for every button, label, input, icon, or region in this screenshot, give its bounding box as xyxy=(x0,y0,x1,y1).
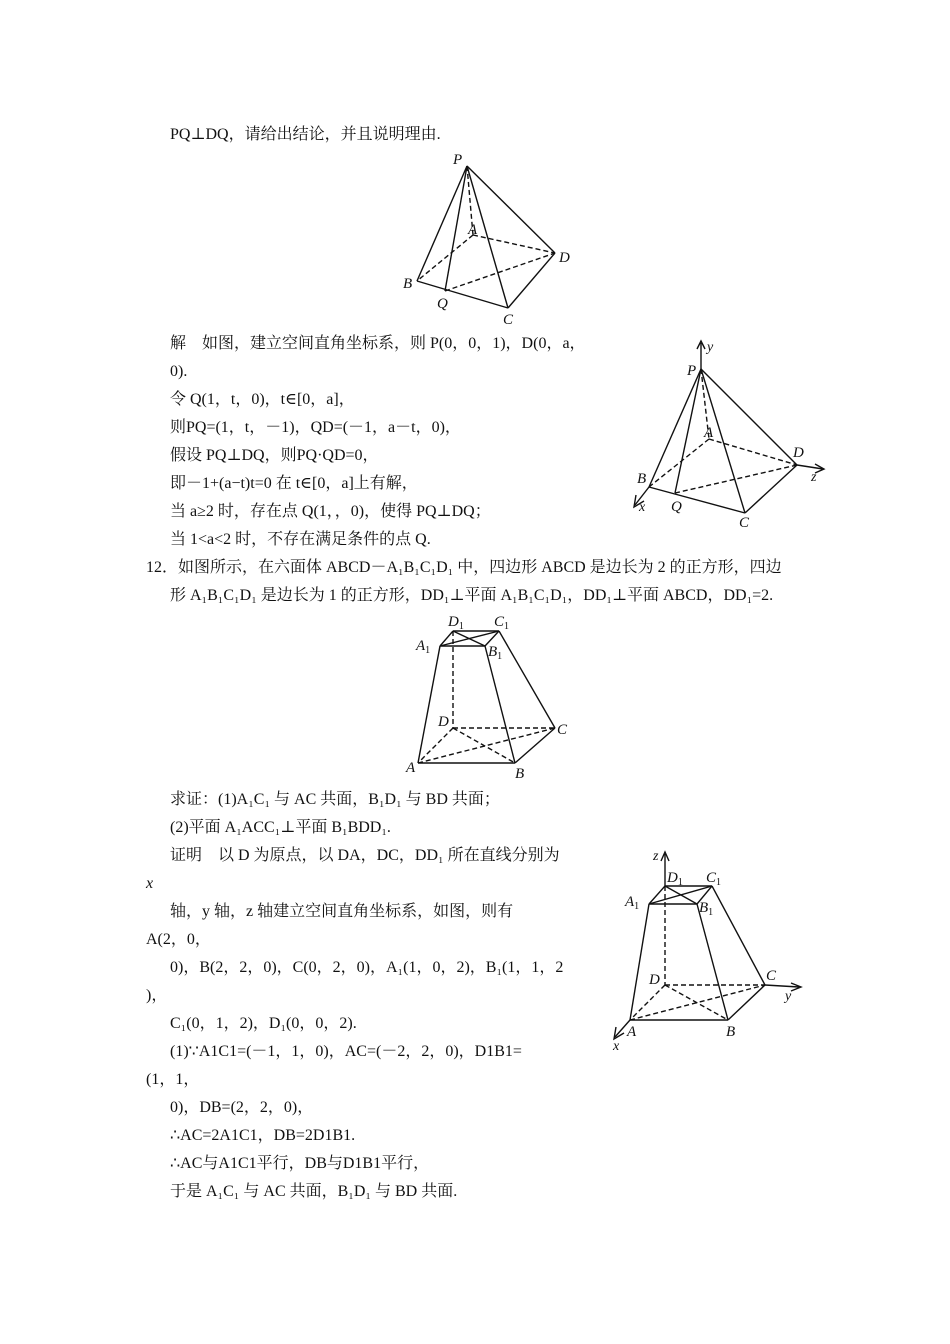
label-D: D xyxy=(559,250,570,266)
label-B2: B xyxy=(637,471,647,487)
solution-line-5: 假设 PQ⊥DQ，则PQ·QD=0， xyxy=(170,447,379,464)
label-D4: D xyxy=(649,972,660,988)
label-B1: $B_1$ xyxy=(488,644,503,662)
proof-line-10: 0)，DB=(2，2，0)， xyxy=(170,1099,314,1116)
prove-line-2: (2)平面 A₁ACC₁⊥平面 B₁BDD₁. xyxy=(170,819,391,836)
label-P2: P xyxy=(687,363,697,379)
label-C: C xyxy=(503,312,514,328)
proof-line-4: A(2，0， xyxy=(146,931,211,948)
label-B1b: $B_1$ xyxy=(699,900,714,918)
text-line-1: PQ⊥DQ，请给出结论，并且说明理由. xyxy=(170,126,441,143)
label-y: y xyxy=(707,340,714,355)
proof-line-5: 0)，B(2，2，0)，C(0，2，0)，A₁(1，0，2)，B₁(1，1，2 xyxy=(170,959,564,976)
label-B3: B xyxy=(515,766,525,782)
hexahedron-figure xyxy=(400,608,580,786)
solution-line-4: 则PQ=(1，t，－1)，QD=(－1，a－t，0)， xyxy=(170,419,461,436)
label-x: x xyxy=(639,500,646,515)
label-D1: $D_1$ xyxy=(448,614,464,632)
solution-line-2: 0). xyxy=(170,363,188,380)
label-B: B xyxy=(403,276,413,292)
label-C3: C xyxy=(557,722,568,738)
label-C1b: $C_1$ xyxy=(706,870,722,888)
label-C4: C xyxy=(766,968,777,984)
label-A4: A xyxy=(627,1024,637,1040)
label-A2: A xyxy=(704,425,714,441)
solution-line-6: 即－1+(a−t)t=0 在 t∈[0，a]上有解， xyxy=(170,475,418,492)
proof-line-11: ∴AC=2A1C1，DB=2D1B1. xyxy=(170,1127,356,1144)
label-D3: D xyxy=(438,714,449,730)
problem-12-line-2: 形 A₁B₁C₁D₁ 是边长为 1 的正方形，DD₁⊥平面 A₁B₁C₁D₁，DD₁⊥平面 ABCD，DD₁=2. xyxy=(170,587,774,604)
proof-line-12: ∴AC与A1C1平行，DB与D1B1平行， xyxy=(170,1155,430,1172)
solution-line-3: 令 Q(1，t，0)，t∈[0，a]， xyxy=(170,391,355,408)
proof-line-3: 轴，y 轴，z 轴建立空间直角坐标系，如图，则有 xyxy=(170,903,514,920)
proof-line-9: (1，1， xyxy=(146,1071,200,1088)
prove-line-1: 求证：(1)A₁C₁ 与 AC 共面，B₁D₁ 与 BD 共面； xyxy=(170,791,500,808)
label-C2: C xyxy=(739,515,750,531)
solution-line-7: 当 a≥2 时，存在点 Q(1，，0)，使得 PQ⊥DQ； xyxy=(170,503,491,520)
pyramid-figure xyxy=(395,148,585,328)
label-A1: $A_1$ xyxy=(416,638,431,656)
label-x2: x xyxy=(613,1039,620,1052)
problem-12-line-1: 12．如图所示，在六面体 ABCD－A₁B₁C₁D₁ 中，四边形 ABCD 是边长为 2 的正方形，四边 xyxy=(146,559,782,576)
label-y2: y xyxy=(785,989,792,1004)
label-z: z xyxy=(811,470,817,485)
label-P: P xyxy=(453,152,463,168)
solution-line-1: 解 如图，建立空间直角坐标系，则 P(0，0，1)，D(0，a， xyxy=(170,335,586,352)
proof-line-1: 证明 以 D 为原点，以 DA，DC，DD₁ 所在直线分别为 xyxy=(170,847,560,864)
label-A1b: $A_1$ xyxy=(625,894,640,912)
label-z2: z xyxy=(653,849,659,864)
proof-line-13: 于是 A₁C₁ 与 AC 共面，B₁D₁ 与 BD 共面. xyxy=(170,1183,458,1200)
label-Q2: Q xyxy=(671,499,682,515)
hexahedron-axes-figure xyxy=(605,840,805,1052)
label-D1b: $D_1$ xyxy=(667,870,683,888)
label-B4: B xyxy=(726,1024,736,1040)
label-Q: Q xyxy=(437,296,448,312)
proof-line-2: x xyxy=(146,875,154,892)
proof-line-8: (1)∵A1C1=(－1，1，0)，AC=(－2，2，0)，D1B1= xyxy=(170,1043,522,1060)
label-A3: A xyxy=(406,760,416,776)
proof-line-6: )， xyxy=(146,987,168,1004)
label-C1: $C_1$ xyxy=(494,614,510,632)
label-A: A xyxy=(468,222,478,238)
solution-line-8: 当 1<a<2 时，不存在满足条件的点 Q. xyxy=(170,531,431,548)
pyramid-axes-figure xyxy=(625,335,835,535)
label-D2: D xyxy=(793,445,804,461)
proof-line-7: C₁(0，1，2)，D₁(0，0，2). xyxy=(170,1015,357,1032)
